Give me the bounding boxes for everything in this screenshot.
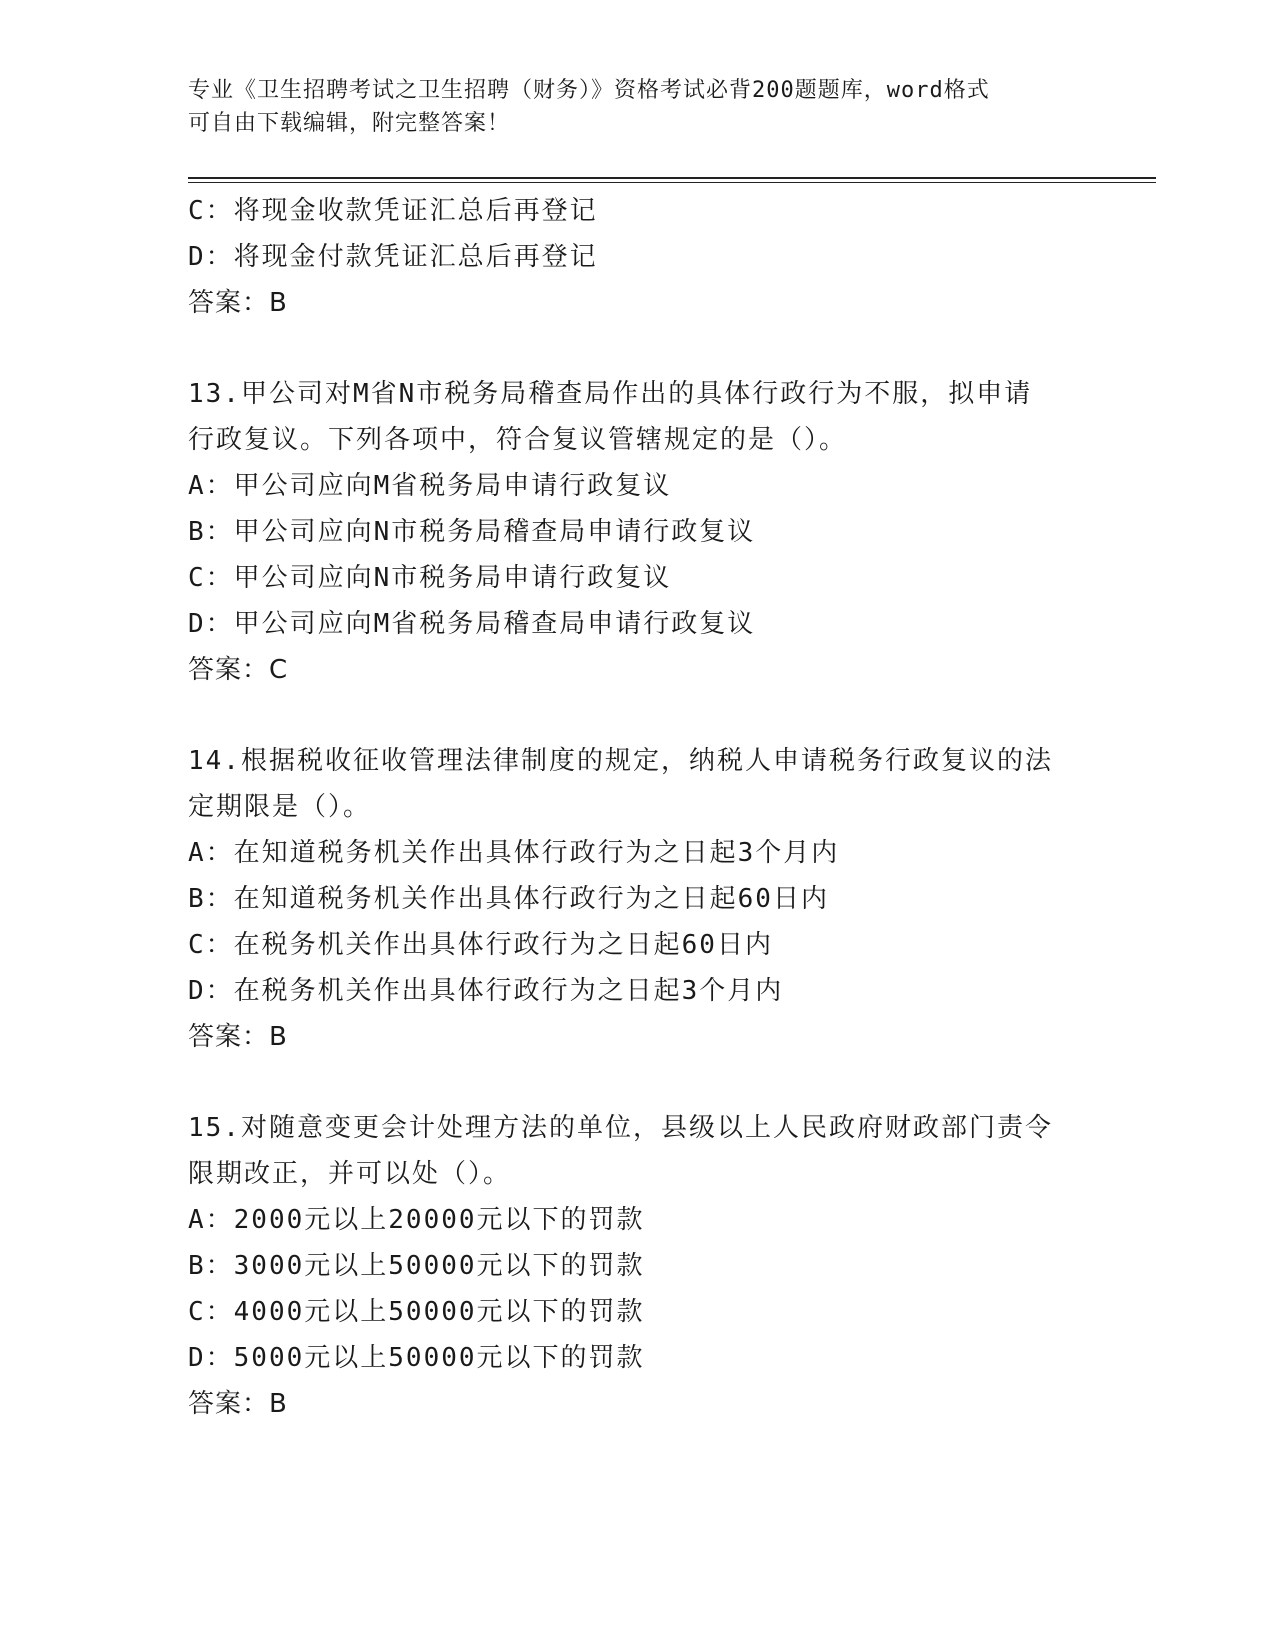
option-b: B：3000元以上50000元以下的罚款 <box>188 1251 645 1281</box>
question-13 <box>188 371 1088 693</box>
option-c: C：将现金收款凭证汇总后再登记 <box>188 196 598 226</box>
option-d: D：5000元以上50000元以下的罚款 <box>188 1343 645 1373</box>
option-c: C：在税务机关作出具体行政行为之日起60日内 <box>188 930 773 960</box>
stem-line: 13.甲公司对M省N市税务局稽查局作出的具体行政行为不服，拟申请 <box>188 379 1033 409</box>
question-15 <box>188 1105 1088 1427</box>
option-d: D：在税务机关作出具体行政行为之日起3个月内 <box>188 976 784 1006</box>
previous-question-tail <box>188 188 1088 326</box>
question-stem <box>188 371 1088 463</box>
option-b: B：在知道税务机关作出具体行政行为之日起60日内 <box>188 884 829 914</box>
stem-line: 限期改正，并可以处（）。 <box>188 1159 512 1189</box>
page-header <box>188 74 1068 140</box>
answer: 答案：B <box>188 288 288 318</box>
question-stem <box>188 1105 1088 1197</box>
question-list <box>188 188 1088 1427</box>
option-c: C：4000元以上50000元以下的罚款 <box>188 1297 645 1327</box>
question-14 <box>188 738 1088 1060</box>
answer: 答案：C <box>188 655 289 685</box>
stem-line: 行政复议。下列各项中，符合复议管辖规定的是（）。 <box>188 425 848 455</box>
stem-line: 14.根据税收征收管理法律制度的规定，纳税人申请税务行政复议的法 <box>188 746 1053 776</box>
header-divider <box>188 177 1156 183</box>
option-c: C：甲公司应向N市税务局申请行政复议 <box>188 563 672 593</box>
answer: 答案：B <box>188 1389 288 1419</box>
option-b: B：甲公司应向N市税务局稽查局申请行政复议 <box>188 517 756 547</box>
option-d: D：甲公司应向M省税务局稽查局申请行政复议 <box>188 609 756 639</box>
option-d: D：将现金付款凭证汇总后再登记 <box>188 242 598 272</box>
option-a: A：在知道税务机关作出具体行政行为之日起3个月内 <box>188 838 840 868</box>
answer: 答案：B <box>188 1022 288 1052</box>
option-a: A：2000元以上20000元以下的罚款 <box>188 1205 645 1235</box>
header-title-line-2: 可自由下载编辑，附完整答案！ <box>188 111 511 136</box>
stem-line: 定期限是（）。 <box>188 792 372 822</box>
header-title-line-1: 专业《卫生招聘考试之卫生招聘（财务）》资格考试必背200题题库，word格式 <box>188 78 990 103</box>
option-a: A：甲公司应向M省税务局申请行政复议 <box>188 471 672 501</box>
question-stem <box>188 738 1088 830</box>
stem-line: 15.对随意变更会计处理方法的单位，县级以上人民政府财政部门责令 <box>188 1113 1053 1143</box>
